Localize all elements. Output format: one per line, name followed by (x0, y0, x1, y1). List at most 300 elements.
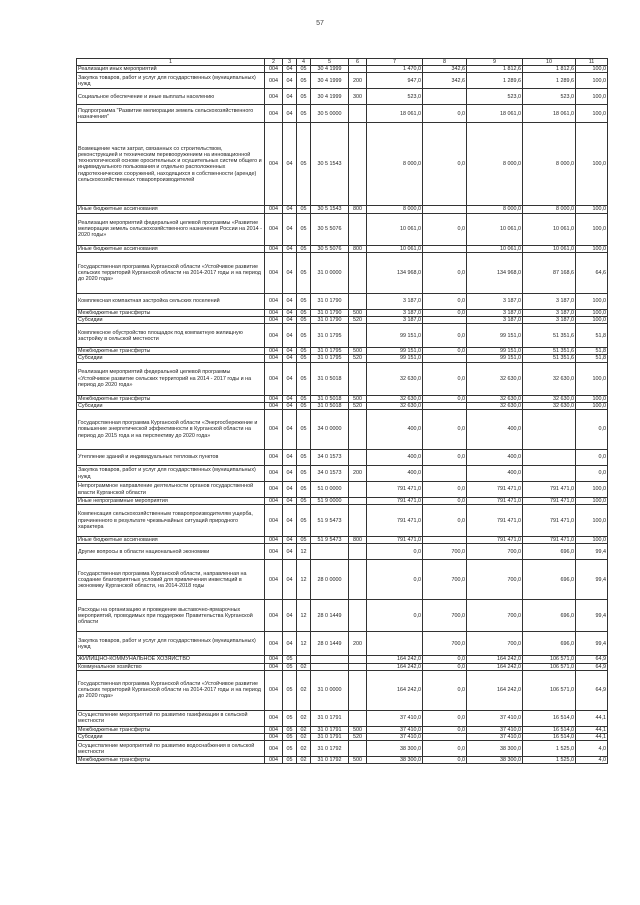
admin-code: 004 (265, 410, 283, 450)
section-code: 04 (283, 105, 297, 123)
execution-percent: 100,0 (576, 206, 608, 213)
executed-amount: 791 471,0 (523, 505, 576, 537)
row-name: Утепление зданий и индивидуальных тепловых пунктов (77, 450, 265, 466)
approved-amount: 791 471,0 (367, 498, 423, 505)
table-row (77, 89, 608, 105)
executed-amount (523, 410, 576, 450)
expense-type-code: 500 (349, 757, 367, 764)
change-amount (423, 734, 467, 741)
row-name: Реализация мероприятий федеральной целевой программы «Развитие мелиорации земель сельскохозяйственного назначения России на 2014 - 2020 годы» (77, 213, 265, 245)
subsection-code: 12 (297, 600, 311, 632)
subsection-code: 05 (297, 123, 311, 206)
row-name: Комплексная компактная застройка сельских поселений (77, 293, 265, 309)
target-item-code: 31 0 0000 (311, 670, 349, 710)
target-item-code: 28 0 1449 (311, 600, 349, 632)
adjusted-amount: 8 000,0 (467, 206, 523, 213)
table-row (77, 482, 608, 498)
row-name: Государственная программа Курганской области «Энергосбережение и повышение энергетической эффективности в Курганской области на период до 2015 года и на перспективу до 2020 года» (77, 410, 265, 450)
adjusted-amount: 32 630,0 (467, 402, 523, 409)
section-code: 04 (283, 66, 297, 73)
executed-amount: 696,0 (523, 600, 576, 632)
table-row (77, 498, 608, 505)
executed-amount: 51 351,6 (523, 348, 576, 355)
row-name: Межбюджетные трансферты (77, 726, 265, 733)
expense-type-code: 800 (349, 537, 367, 544)
admin-code: 004 (265, 206, 283, 213)
target-item-code: 31 0 1792 (311, 741, 349, 757)
table-row (77, 600, 608, 632)
execution-percent: 44,1 (576, 726, 608, 733)
table-row (77, 73, 608, 89)
change-amount (423, 466, 467, 482)
section-code: 04 (283, 537, 297, 544)
expense-type-code (349, 362, 367, 395)
column-header: 1 (77, 59, 265, 66)
section-code: 04 (283, 206, 297, 213)
execution-percent: 100,0 (576, 362, 608, 395)
change-amount: 0,0 (423, 670, 467, 710)
admin-code: 004 (265, 498, 283, 505)
adjusted-amount: 38 300,0 (467, 741, 523, 757)
expense-type-code (349, 450, 367, 466)
target-item-code: 51 9 5473 (311, 505, 349, 537)
section-code: 04 (283, 362, 297, 395)
target-item-code: 31 0 0000 (311, 252, 349, 293)
executed-amount: 16 514,0 (523, 734, 576, 741)
adjusted-amount: 37 410,0 (467, 734, 523, 741)
table-row (77, 206, 608, 213)
subsection-code: 05 (297, 89, 311, 105)
admin-code: 004 (265, 466, 283, 482)
change-amount: 0,0 (423, 362, 467, 395)
change-amount: 0,0 (423, 498, 467, 505)
subsection-code: 05 (297, 505, 311, 537)
adjusted-amount: 38 300,0 (467, 757, 523, 764)
section-code: 04 (283, 466, 297, 482)
admin-code: 004 (265, 395, 283, 402)
expense-type-code (349, 560, 367, 600)
row-name: Иные непрограммные мероприятия (77, 498, 265, 505)
adjusted-amount: 1 812,6 (467, 66, 523, 73)
change-amount (423, 206, 467, 213)
admin-code: 004 (265, 670, 283, 710)
executed-amount: 3 187,0 (523, 293, 576, 309)
section-code: 04 (283, 632, 297, 656)
execution-percent: 100,0 (576, 89, 608, 105)
target-item-code: 30 4 1999 (311, 66, 349, 73)
admin-code: 004 (265, 73, 283, 89)
approved-amount: 134 968,0 (367, 252, 423, 293)
admin-code: 004 (265, 632, 283, 656)
execution-percent: 100,0 (576, 395, 608, 402)
change-amount: 342,6 (423, 73, 467, 89)
execution-percent: 100,0 (576, 505, 608, 537)
execution-percent: 100,0 (576, 537, 608, 544)
adjusted-amount: 99 151,0 (467, 355, 523, 362)
section-code: 04 (283, 252, 297, 293)
row-name: Государственная программа Курганской области «Устойчивое развитие сельских территорий Курганской области на 2014-2017 годы и на период до 2020 года» (77, 670, 265, 710)
subsection-code: 05 (297, 213, 311, 245)
target-item-code: 31 0 1791 (311, 734, 349, 741)
table-row (77, 544, 608, 560)
target-item-code: 30 5 1543 (311, 123, 349, 206)
approved-amount: 99 151,0 (367, 355, 423, 362)
change-amount: 0,0 (423, 741, 467, 757)
execution-percent: 100,0 (576, 123, 608, 206)
approved-amount: 3 187,0 (367, 309, 423, 316)
target-item-code (311, 544, 349, 560)
subsection-code: 12 (297, 560, 311, 600)
approved-amount: 164 242,0 (367, 670, 423, 710)
expense-type-code (349, 482, 367, 498)
table-row (77, 757, 608, 764)
section-code: 04 (283, 544, 297, 560)
executed-amount: 10 061,0 (523, 245, 576, 252)
section-code: 05 (283, 710, 297, 726)
row-name: Другие вопросы в области национальной экономики (77, 544, 265, 560)
section-code: 04 (283, 309, 297, 316)
row-name: Субсидии (77, 402, 265, 409)
approved-amount: 32 630,0 (367, 395, 423, 402)
executed-amount: 791 471,0 (523, 482, 576, 498)
execution-percent: 100,0 (576, 482, 608, 498)
section-code: 04 (283, 73, 297, 89)
table-row (77, 252, 608, 293)
budget-table-container (76, 58, 607, 764)
section-code: 04 (283, 410, 297, 450)
change-amount: 0,0 (423, 123, 467, 206)
approved-amount: 400,0 (367, 450, 423, 466)
admin-code: 004 (265, 505, 283, 537)
executed-amount: 51 351,6 (523, 355, 576, 362)
target-item-code: 34 0 1573 (311, 450, 349, 466)
approved-amount: 32 630,0 (367, 402, 423, 409)
execution-percent: 100,0 (576, 498, 608, 505)
adjusted-amount: 791 471,0 (467, 537, 523, 544)
approved-amount: 791 471,0 (367, 537, 423, 544)
table-row (77, 213, 608, 245)
table-row (77, 741, 608, 757)
adjusted-amount: 37 410,0 (467, 710, 523, 726)
approved-amount: 10 061,0 (367, 245, 423, 252)
executed-amount: 32 630,0 (523, 402, 576, 409)
approved-amount: 32 630,0 (367, 362, 423, 395)
adjusted-amount: 32 630,0 (467, 362, 523, 395)
change-amount: 0,0 (423, 663, 467, 670)
row-name: Осуществление мероприятий по развитию водоснабжения в сельской местности (77, 741, 265, 757)
admin-code: 004 (265, 66, 283, 73)
expense-type-code: 520 (349, 317, 367, 324)
adjusted-amount: 134 968,0 (467, 252, 523, 293)
approved-amount: 8 000,0 (367, 206, 423, 213)
adjusted-amount: 164 242,0 (467, 663, 523, 670)
change-amount (423, 89, 467, 105)
adjusted-amount: 791 471,0 (467, 505, 523, 537)
executed-amount: 3 187,0 (523, 309, 576, 316)
target-item-code: 28 0 0000 (311, 560, 349, 600)
adjusted-amount: 99 151,0 (467, 348, 523, 355)
executed-amount: 106 571,0 (523, 670, 576, 710)
subsection-code: 05 (297, 498, 311, 505)
target-item-code: 31 0 1790 (311, 293, 349, 309)
table-row (77, 505, 608, 537)
execution-percent: 99,4 (576, 632, 608, 656)
adjusted-amount: 10 061,0 (467, 245, 523, 252)
subsection-code: 05 (297, 537, 311, 544)
target-item-code (311, 663, 349, 670)
table-row (77, 245, 608, 252)
executed-amount: 1 812,6 (523, 66, 576, 73)
expense-type-code (349, 252, 367, 293)
adjusted-amount: 700,0 (467, 544, 523, 560)
execution-percent: 100,0 (576, 105, 608, 123)
executed-amount: 1 525,0 (523, 757, 576, 764)
subsection-code: 05 (297, 309, 311, 316)
subsection-code: 05 (297, 362, 311, 395)
table-row (77, 656, 608, 663)
approved-amount (367, 632, 423, 656)
table-row (77, 450, 608, 466)
change-amount: 0,0 (423, 252, 467, 293)
section-code: 04 (283, 324, 297, 348)
section-code: 05 (283, 741, 297, 757)
target-item-code: 30 5 5076 (311, 213, 349, 245)
execution-percent: 100,0 (576, 309, 608, 316)
row-name: Закупка товаров, работ и услуг для государственных (муниципальных) нужд (77, 466, 265, 482)
subsection-code: 05 (297, 348, 311, 355)
admin-code: 004 (265, 245, 283, 252)
row-name: Реализация мероприятий федеральной целевой программы «Устойчивое развитие сельских территорий на 2014 - 2017 годы и на период до 2020 года» (77, 362, 265, 395)
executed-amount: 16 514,0 (523, 726, 576, 733)
adjusted-amount: 37 410,0 (467, 726, 523, 733)
section-code: 04 (283, 450, 297, 466)
change-amount: 0,0 (423, 293, 467, 309)
executed-amount: 696,0 (523, 632, 576, 656)
approved-amount: 37 410,0 (367, 734, 423, 741)
adjusted-amount: 3 187,0 (467, 317, 523, 324)
target-item-code: 51 9 0000 (311, 498, 349, 505)
subsection-code: 02 (297, 726, 311, 733)
change-amount: 0,0 (423, 505, 467, 537)
execution-percent: 51,8 (576, 355, 608, 362)
executed-amount: 8 000,0 (523, 206, 576, 213)
execution-percent: 100,0 (576, 293, 608, 309)
target-item-code: 30 4 1999 (311, 89, 349, 105)
expense-type-code (349, 105, 367, 123)
target-item-code: 31 0 1795 (311, 348, 349, 355)
table-row (77, 66, 608, 73)
executed-amount: 3 187,0 (523, 317, 576, 324)
subsection-code: 05 (297, 293, 311, 309)
execution-percent: 100,0 (576, 66, 608, 73)
table-row (77, 632, 608, 656)
adjusted-amount: 700,0 (467, 632, 523, 656)
target-item-code: 31 0 5018 (311, 402, 349, 409)
row-name: Компенсация сельскохозяйственным товаропроизводителям ущерба, причиненного в результате чрезвычайных ситуаций природного характера (77, 505, 265, 537)
row-name: Социальное обеспечение и иные выплаты населению (77, 89, 265, 105)
execution-percent: 4,0 (576, 741, 608, 757)
expense-type-code: 800 (349, 245, 367, 252)
approved-amount: 18 061,0 (367, 105, 423, 123)
change-amount: 0,0 (423, 726, 467, 733)
admin-code: 004 (265, 560, 283, 600)
table-row (77, 537, 608, 544)
row-name: Иные бюджетные ассигнования (77, 245, 265, 252)
section-code: 05 (283, 726, 297, 733)
table-row (77, 663, 608, 670)
target-item-code: 31 0 1790 (311, 317, 349, 324)
executed-amount (523, 466, 576, 482)
execution-percent: 51,8 (576, 348, 608, 355)
subsection-code: 05 (297, 73, 311, 89)
budget-table (76, 58, 608, 764)
execution-percent: 4,0 (576, 757, 608, 764)
row-name: Субсидии (77, 317, 265, 324)
row-name: Субсидии (77, 355, 265, 362)
admin-code: 004 (265, 710, 283, 726)
subsection-code: 02 (297, 663, 311, 670)
executed-amount: 51 351,6 (523, 324, 576, 348)
execution-percent: 100,0 (576, 73, 608, 89)
section-code: 04 (283, 560, 297, 600)
admin-code: 004 (265, 656, 283, 663)
change-amount: 0,0 (423, 482, 467, 498)
column-header: 3 (283, 59, 297, 66)
target-item-code: 31 0 1791 (311, 710, 349, 726)
subsection-code: 05 (297, 482, 311, 498)
execution-percent: 64,9 (576, 670, 608, 710)
section-code: 04 (283, 505, 297, 537)
expense-type-code (349, 293, 367, 309)
admin-code: 004 (265, 348, 283, 355)
execution-percent: 0,0 (576, 466, 608, 482)
approved-amount: 164 242,0 (367, 656, 423, 663)
section-code: 04 (283, 402, 297, 409)
subsection-code: 05 (297, 252, 311, 293)
expense-type-code: 300 (349, 89, 367, 105)
section-code: 04 (283, 395, 297, 402)
section-code: 04 (283, 123, 297, 206)
target-item-code: 30 4 1999 (311, 73, 349, 89)
row-name: Закупка товаров, работ и услуг для государственных (муниципальных) нужд (77, 73, 265, 89)
target-item-code: 51 0 0000 (311, 482, 349, 498)
table-row (77, 355, 608, 362)
adjusted-amount: 523,0 (467, 89, 523, 105)
executed-amount: 1 289,6 (523, 73, 576, 89)
approved-amount: 99 151,0 (367, 324, 423, 348)
executed-amount: 32 630,0 (523, 395, 576, 402)
executed-amount: 1 525,0 (523, 741, 576, 757)
row-name: Комплексное обустройство площадок под компактную жилищную застройку в сельской местности (77, 324, 265, 348)
expense-type-code: 520 (349, 402, 367, 409)
admin-code: 004 (265, 537, 283, 544)
expense-type-code (349, 66, 367, 73)
change-amount (423, 402, 467, 409)
execution-percent: 99,4 (576, 544, 608, 560)
expense-type-code (349, 670, 367, 710)
execution-percent: 100,0 (576, 213, 608, 245)
table-row (77, 317, 608, 324)
approved-amount: 1 470,0 (367, 66, 423, 73)
target-item-code: 31 0 1795 (311, 324, 349, 348)
expense-type-code: 200 (349, 632, 367, 656)
row-name: Межбюджетные трансферты (77, 757, 265, 764)
change-amount (423, 245, 467, 252)
change-amount: 0,0 (423, 410, 467, 450)
section-code: 05 (283, 757, 297, 764)
subsection-code: 02 (297, 734, 311, 741)
subsection-code: 05 (297, 245, 311, 252)
adjusted-amount: 400,0 (467, 410, 523, 450)
admin-code: 004 (265, 663, 283, 670)
change-amount (423, 537, 467, 544)
execution-percent: 99,4 (576, 600, 608, 632)
table-row (77, 123, 608, 206)
subsection-code: 05 (297, 206, 311, 213)
column-header: 11 (576, 59, 608, 66)
change-amount: 700,0 (423, 600, 467, 632)
target-item-code: 34 0 1573 (311, 466, 349, 482)
executed-amount: 696,0 (523, 544, 576, 560)
adjusted-amount: 700,0 (467, 600, 523, 632)
row-name: Подпрограмма "Развитие мелиорации земель сельскохозяйственного назначения" (77, 105, 265, 123)
page-number: 57 (316, 20, 324, 27)
table-row (77, 402, 608, 409)
section-code: 04 (283, 293, 297, 309)
table-row (77, 293, 608, 309)
adjusted-amount: 400,0 (467, 450, 523, 466)
executed-amount: 32 630,0 (523, 362, 576, 395)
table-row (77, 348, 608, 355)
target-item-code: 31 0 1790 (311, 309, 349, 316)
target-item-code: 31 0 1792 (311, 757, 349, 764)
admin-code: 004 (265, 105, 283, 123)
column-header: 7 (367, 59, 423, 66)
subsection-code: 05 (297, 66, 311, 73)
row-name: Субсидии (77, 734, 265, 741)
expense-type-code: 200 (349, 466, 367, 482)
approved-amount: 3 187,0 (367, 293, 423, 309)
row-name: Иные бюджетные ассигнования (77, 537, 265, 544)
table-row (77, 734, 608, 741)
adjusted-amount: 3 187,0 (467, 309, 523, 316)
row-name: Иные бюджетные ассигнования (77, 206, 265, 213)
subsection-code: 05 (297, 410, 311, 450)
section-code: 04 (283, 245, 297, 252)
admin-code: 004 (265, 213, 283, 245)
row-name: Осуществление мероприятий по развитию газификации в сельской местности (77, 710, 265, 726)
table-row (77, 309, 608, 316)
target-item-code: 31 0 5018 (311, 362, 349, 395)
approved-amount: 99 151,0 (367, 348, 423, 355)
expense-type-code (349, 663, 367, 670)
approved-amount: 0,0 (367, 600, 423, 632)
change-amount: 0,0 (423, 710, 467, 726)
section-code: 04 (283, 600, 297, 632)
execution-percent: 44,1 (576, 734, 608, 741)
target-item-code: 28 0 1449 (311, 632, 349, 656)
table-row (77, 710, 608, 726)
target-item-code: 30 5 0000 (311, 105, 349, 123)
expense-type-code (349, 505, 367, 537)
row-name: Коммунальное хозяйство (77, 663, 265, 670)
executed-amount: 16 514,0 (523, 710, 576, 726)
execution-percent: 0,0 (576, 450, 608, 466)
approved-amount: 38 300,0 (367, 741, 423, 757)
column-header: 4 (297, 59, 311, 66)
expense-type-code (349, 324, 367, 348)
section-code: 04 (283, 355, 297, 362)
